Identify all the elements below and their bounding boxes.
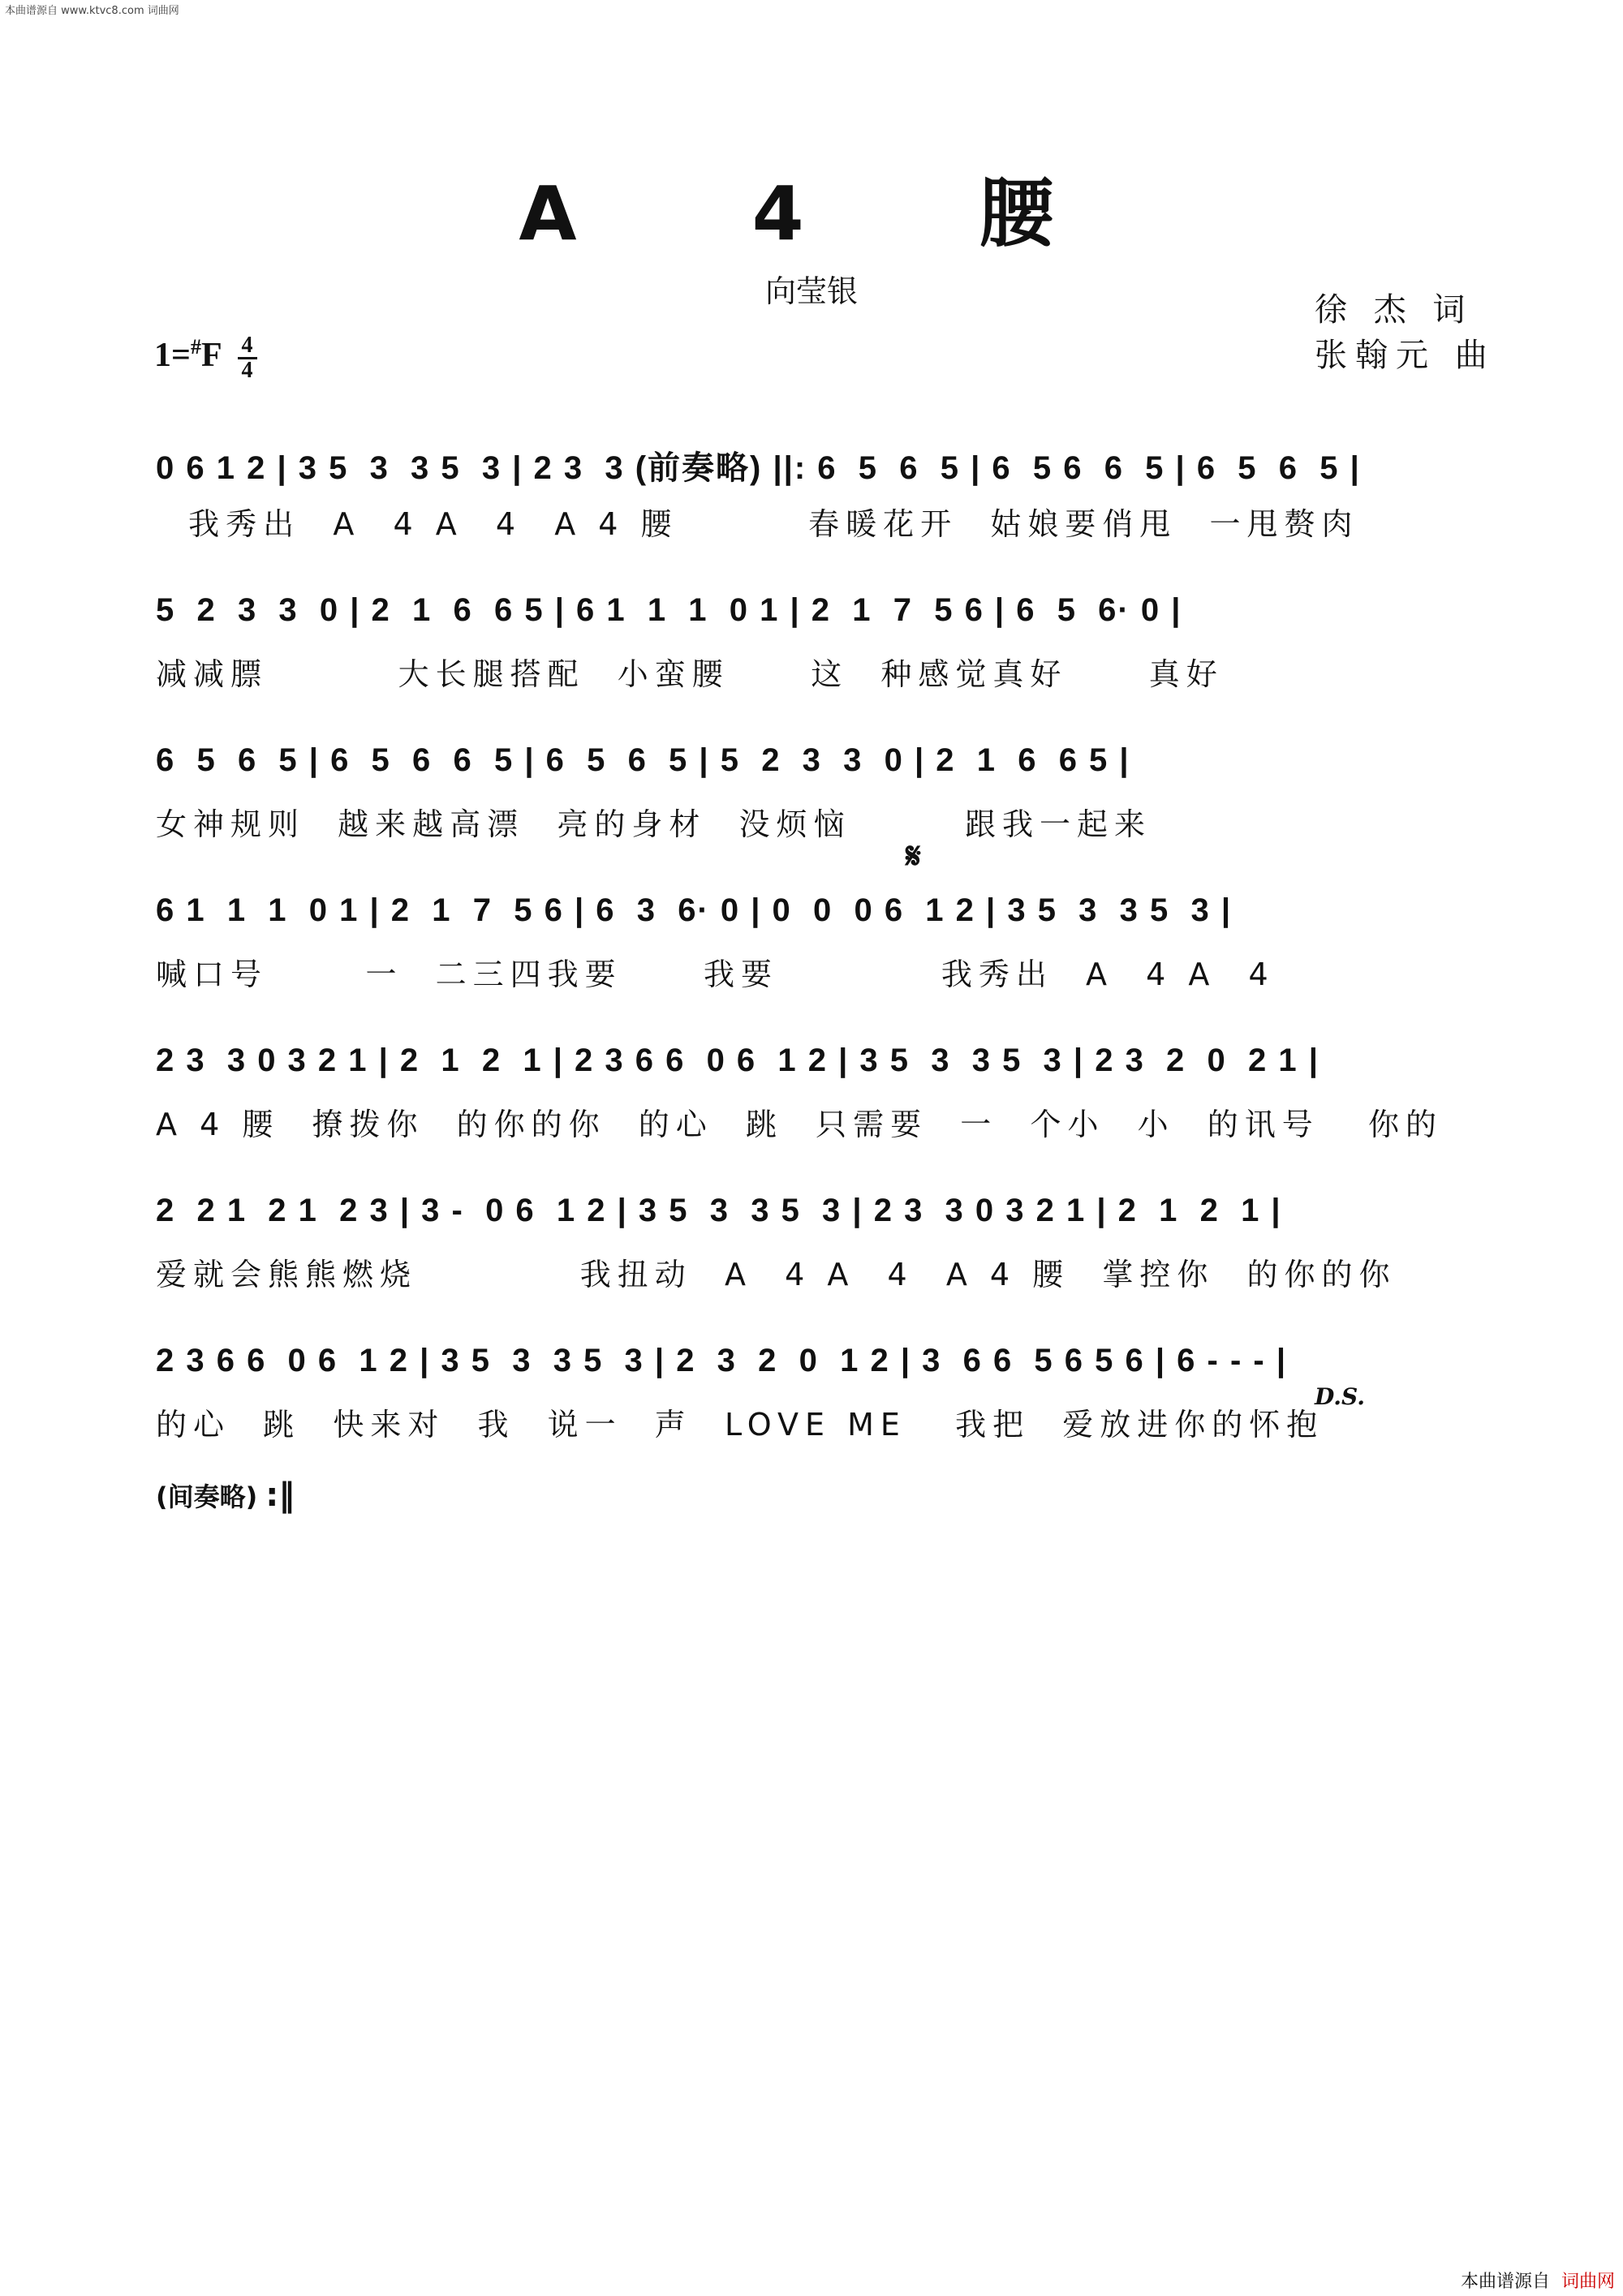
notes-line: 2 3 6 6 0 6 1 2 | 3 5 3 3 5 3 | 2 3 2 0 1 2 | 3 6 6 5 6 5 6 | 6 - - - | <box>156 1343 1288 1378</box>
interlude-label: (间奏略) <box>156 1481 258 1512</box>
notes-line: 0 6 1 2 | 3 5 3 3 5 3 | 2 3 3 (前奏略) ||: 6 5 6 5 | 6 5 6 6 5 | 6 5 6 5 | <box>156 450 1361 486</box>
key-base: 1= <box>154 337 191 375</box>
lyricist: 徐 杰 词 <box>1315 291 1474 329</box>
time-bottom: 4 <box>241 358 253 383</box>
watermark-bottom-left: 本曲谱源自 <box>1460 2272 1550 2292</box>
end-repeat-barline: :‖ <box>265 1477 295 1514</box>
lyrics-line: 喊口号 一 二三四我要 我要 我秀出 A 4 A 4 <box>156 957 1275 992</box>
lyrics-line: 女神规则 越来越高漂 亮的身材 没烦恼 跟我一起来 <box>156 806 1152 842</box>
key-signature <box>154 334 257 382</box>
interlude-note <box>156 1477 295 1514</box>
notes-line: 6 1 1 1 0 1 | 2 1 7 5 6 | 6 3 6· 0 | 0 0 0 6 1 2 | 3 5 3 3 5 3 | <box>156 892 1233 928</box>
lyrics-line: 减减膘 大长腿搭配 小蛮腰 这 种感觉真好 真好 <box>156 656 1224 692</box>
singer: 向莹银 <box>764 273 858 309</box>
notes-line: 2 2 1 2 1 2 3 | 3 - 0 6 1 2 | 3 5 3 3 5 3 | 2 3 3 0 3 2 1 | 2 1 2 1 | <box>156 1193 1282 1228</box>
sharp-icon: # <box>190 335 201 359</box>
lyrics-line: A 4 腰 撩拨你 的你的你 的心 跳 只需要 一 个小 小 的讯号 你的 <box>156 1107 1443 1142</box>
key-note: F <box>200 337 222 375</box>
lyrics-line: 的心 跳 快来对 我 说一 声 LOVE ME 我把 爱放进你的怀抱 <box>156 1407 1324 1443</box>
watermark-bottom <box>1461 2268 1615 2293</box>
lyrics-line: 我秀出 A 4 A 4 A 4 腰 春暖花开 姑娘要俏甩 一甩赘肉 <box>156 506 1359 542</box>
watermark-bottom-right: 词曲网 <box>1561 2272 1615 2292</box>
da-segno-mark: D.S. <box>1315 1383 1366 1410</box>
composer: 张翰元 曲 <box>1315 337 1496 374</box>
page-title: A 4 腰 <box>519 170 1104 257</box>
watermark-top: 本曲谱源自 www.ktvc8.com 词曲网 <box>5 5 179 17</box>
lyrics-line: 爱就会熊熊燃烧 我扭动 A 4 A 4 A 4 腰 掌控你 的你的你 <box>156 1257 1397 1292</box>
notes-line: 6 5 6 5 | 6 5 6 6 5 | 6 5 6 5 | 5 2 3 3 0 | 2 1 6 6 5 | <box>156 742 1130 778</box>
segno-icon: 𝄋 <box>906 836 921 877</box>
time-signature <box>238 334 257 382</box>
time-top: 4 <box>241 333 253 358</box>
notes-line: 5 2 3 3 0 | 2 1 6 6 5 | 6 1 1 1 0 1 | 2 1 7 5 6 | 6 5 6· 0 | <box>156 592 1182 628</box>
notes-line: 2 3 3 0 3 2 1 | 2 1 2 1 | 2 3 6 6 0 6 1 2 | 3 5 3 3 5 3 | 2 3 2 0 2 1 | <box>156 1043 1319 1078</box>
